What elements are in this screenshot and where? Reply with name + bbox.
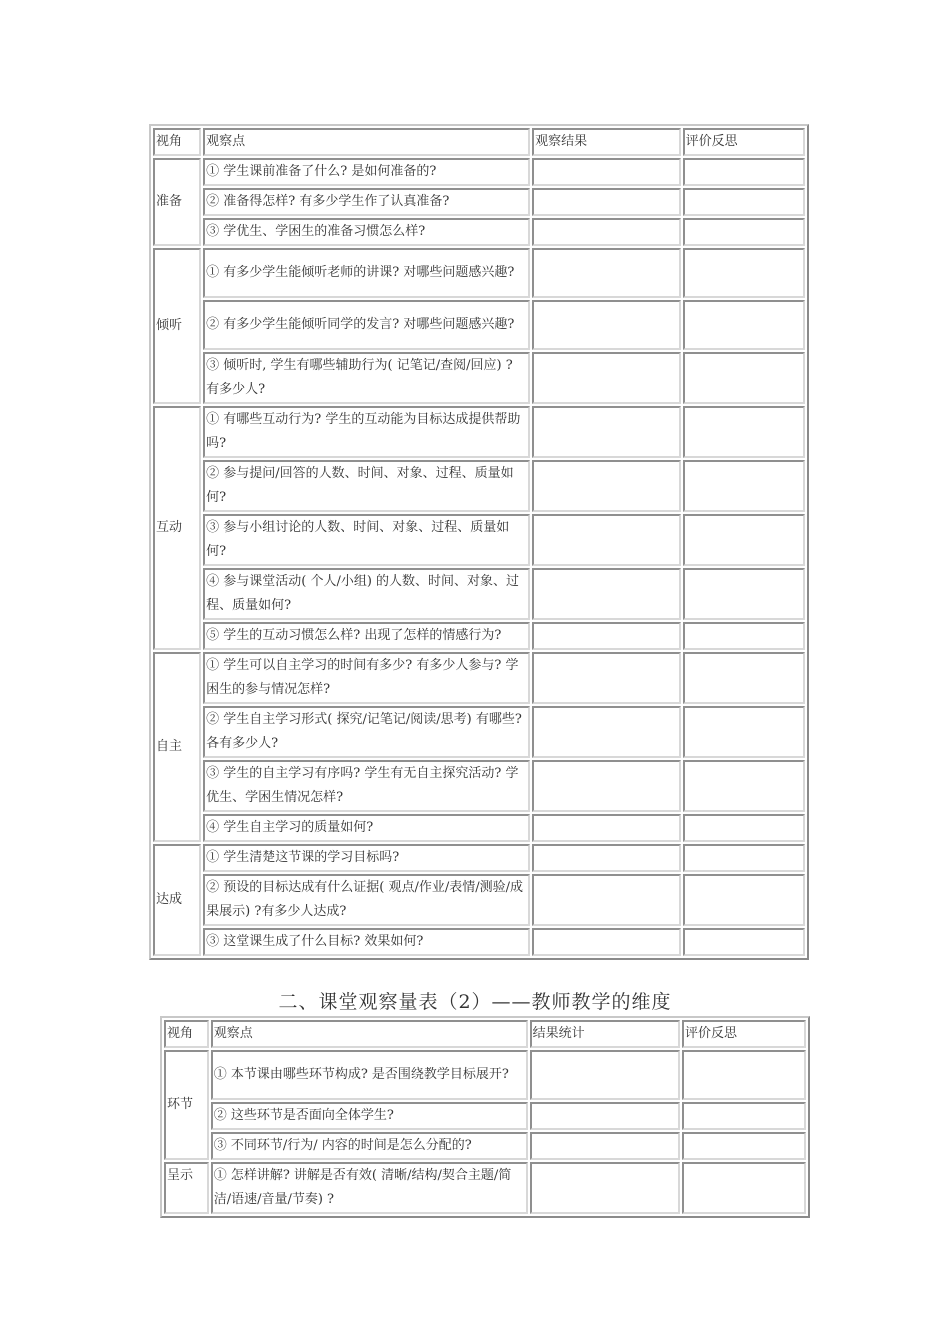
reflection-cell[interactable] bbox=[683, 874, 805, 926]
table-row bbox=[153, 652, 805, 704]
observation-point-cell: ③ 倾听时, 学生有哪些辅助行为( 记笔记/查阅/回应) ? 有多少人? bbox=[203, 352, 530, 404]
result-cell[interactable] bbox=[532, 248, 680, 298]
table-row bbox=[153, 622, 805, 650]
observation-point-cell: ② 有多少学生能倾听同学的发言? 对哪些问题感兴趣? bbox=[203, 300, 530, 350]
result-cell[interactable] bbox=[532, 158, 680, 186]
observation-point-cell: ① 本节课由哪些环节构成? 是否围绕教学目标展开? bbox=[211, 1050, 528, 1100]
reflection-cell[interactable] bbox=[683, 760, 805, 812]
result-cell[interactable] bbox=[532, 218, 680, 246]
header-evaluation-reflection: 评价反思 bbox=[682, 1020, 806, 1048]
angle-cell-listen: 倾听 bbox=[153, 248, 201, 404]
reflection-cell[interactable] bbox=[683, 568, 805, 620]
header-observation-result: 观察结果 bbox=[532, 128, 680, 156]
result-cell[interactable] bbox=[532, 652, 680, 704]
result-cell[interactable] bbox=[532, 928, 680, 956]
angle-cell-prepare: 准备 bbox=[153, 158, 201, 246]
reflection-cell[interactable] bbox=[682, 1050, 806, 1100]
table-row bbox=[153, 300, 805, 350]
header-angle: 视角 bbox=[164, 1020, 209, 1048]
observation-point-cell: ② 准备得怎样? 有多少学生作了认真准备? bbox=[203, 188, 530, 216]
reflection-cell[interactable] bbox=[683, 928, 805, 956]
result-cell[interactable] bbox=[532, 760, 680, 812]
result-cell[interactable] bbox=[532, 814, 680, 842]
table-row bbox=[153, 568, 805, 620]
reflection-cell[interactable] bbox=[683, 706, 805, 758]
result-cell[interactable] bbox=[530, 1050, 680, 1100]
observation-point-cell: ③ 这堂课生成了什么目标? 效果如何? bbox=[203, 928, 530, 956]
header-row bbox=[153, 128, 805, 156]
reflection-cell[interactable] bbox=[683, 352, 805, 404]
observation-point-cell: ③ 学优生、学困生的准备习惯怎么样? bbox=[203, 218, 530, 246]
table-row bbox=[153, 844, 805, 872]
result-cell[interactable] bbox=[530, 1132, 680, 1160]
result-cell[interactable] bbox=[530, 1102, 680, 1130]
table-row bbox=[153, 406, 805, 458]
result-cell[interactable] bbox=[532, 874, 680, 926]
table-row bbox=[153, 928, 805, 956]
reflection-cell[interactable] bbox=[682, 1162, 806, 1214]
observation-point-cell: ② 学生自主学习形式( 探究/记笔记/阅读/思考) 有哪些?各有多少人? bbox=[203, 706, 530, 758]
reflection-cell[interactable] bbox=[683, 188, 805, 216]
observation-point-cell: ② 参与提问/回答的人数、时间、对象、过程、质量如何? bbox=[203, 460, 530, 512]
table-row bbox=[153, 514, 805, 566]
table-row bbox=[164, 1102, 806, 1130]
section-title: 二、课堂观察量表（2）——教师教学的维度 bbox=[278, 991, 672, 1013]
observation-point-cell: ① 有多少学生能倾听老师的讲课? 对哪些问题感兴趣? bbox=[203, 248, 530, 298]
reflection-cell[interactable] bbox=[683, 406, 805, 458]
student-learning-observation-table bbox=[149, 124, 809, 960]
reflection-cell[interactable] bbox=[683, 460, 805, 512]
observation-point-cell: ② 预设的目标达成有什么证据( 观点/作业/表情/测验/成果展示) ?有多少人达成? bbox=[203, 874, 530, 926]
result-cell[interactable] bbox=[532, 460, 680, 512]
result-cell[interactable] bbox=[532, 844, 680, 872]
header-result-statistics: 结果统计 bbox=[530, 1020, 680, 1048]
observation-point-cell: ④ 参与课堂活动( 个人/小组) 的人数、时间、对象、过程、质量如何? bbox=[203, 568, 530, 620]
angle-cell-achievement: 达成 bbox=[153, 844, 201, 956]
reflection-cell[interactable] bbox=[683, 844, 805, 872]
result-cell[interactable] bbox=[532, 300, 680, 350]
table-row bbox=[153, 158, 805, 186]
result-cell[interactable] bbox=[532, 352, 680, 404]
table-row bbox=[153, 460, 805, 512]
table-row bbox=[153, 814, 805, 842]
observation-point-cell: ② 这些环节是否面向全体学生? bbox=[211, 1102, 528, 1130]
observation-point-cell: ① 学生可以自主学习的时间有多少? 有多少人参与? 学困生的参与情况怎样? bbox=[203, 652, 530, 704]
reflection-cell[interactable] bbox=[683, 248, 805, 298]
reflection-cell[interactable] bbox=[682, 1102, 806, 1130]
header-observation-point: 观察点 bbox=[211, 1020, 528, 1048]
result-cell[interactable] bbox=[532, 568, 680, 620]
observation-point-cell: ③ 学生的自主学习有序吗? 学生有无自主探究活动? 学优生、学困生情况怎样? bbox=[203, 760, 530, 812]
result-cell[interactable] bbox=[530, 1162, 680, 1214]
reflection-cell[interactable] bbox=[683, 814, 805, 842]
reflection-cell[interactable] bbox=[683, 300, 805, 350]
teacher-teaching-observation-table bbox=[160, 1016, 810, 1218]
observation-point-cell: ③ 不同环节/行为/ 内容的时间是怎么分配的? bbox=[211, 1132, 528, 1160]
observation-point-cell: ① 学生清楚这节课的学习目标吗? bbox=[203, 844, 530, 872]
header-evaluation-reflection: 评价反思 bbox=[683, 128, 805, 156]
header-angle: 视角 bbox=[153, 128, 201, 156]
observation-point-cell: ④ 学生自主学习的质量如何? bbox=[203, 814, 530, 842]
observation-point-cell: ① 有哪些互动行为? 学生的互动能为目标达成提供帮助吗? bbox=[203, 406, 530, 458]
observation-point-cell: ⑤ 学生的互动习惯怎么样? 出现了怎样的情感行为? bbox=[203, 622, 530, 650]
table-row bbox=[153, 352, 805, 404]
reflection-cell[interactable] bbox=[683, 158, 805, 186]
reflection-cell[interactable] bbox=[682, 1132, 806, 1160]
reflection-cell[interactable] bbox=[683, 218, 805, 246]
result-cell[interactable] bbox=[532, 188, 680, 216]
observation-point-cell: ① 怎样讲解? 讲解是否有效( 清晰/结构/契合主题/简洁/语速/音量/节奏) ? bbox=[211, 1162, 528, 1214]
header-observation-point: 观察点 bbox=[203, 128, 530, 156]
angle-cell-autonomy: 自主 bbox=[153, 652, 201, 842]
table-row bbox=[153, 218, 805, 246]
angle-cell-presentation: 呈示 bbox=[164, 1162, 209, 1214]
result-cell[interactable] bbox=[532, 622, 680, 650]
result-cell[interactable] bbox=[532, 514, 680, 566]
reflection-cell[interactable] bbox=[683, 514, 805, 566]
table-row bbox=[153, 874, 805, 926]
table-row bbox=[153, 248, 805, 298]
result-cell[interactable] bbox=[532, 706, 680, 758]
header-row bbox=[164, 1020, 806, 1048]
table-row bbox=[164, 1050, 806, 1100]
angle-cell-interaction: 互动 bbox=[153, 406, 201, 650]
observation-point-cell: ③ 参与小组讨论的人数、时间、对象、过程、质量如何? bbox=[203, 514, 530, 566]
table-row bbox=[153, 188, 805, 216]
table-row bbox=[153, 760, 805, 812]
reflection-cell[interactable] bbox=[683, 622, 805, 650]
angle-cell-stage: 环节 bbox=[164, 1050, 209, 1160]
table-row bbox=[153, 706, 805, 758]
table-row bbox=[164, 1162, 806, 1214]
result-cell[interactable] bbox=[532, 406, 680, 458]
table-row bbox=[164, 1132, 806, 1160]
reflection-cell[interactable] bbox=[683, 652, 805, 704]
observation-point-cell: ① 学生课前准备了什么? 是如何准备的? bbox=[203, 158, 530, 186]
